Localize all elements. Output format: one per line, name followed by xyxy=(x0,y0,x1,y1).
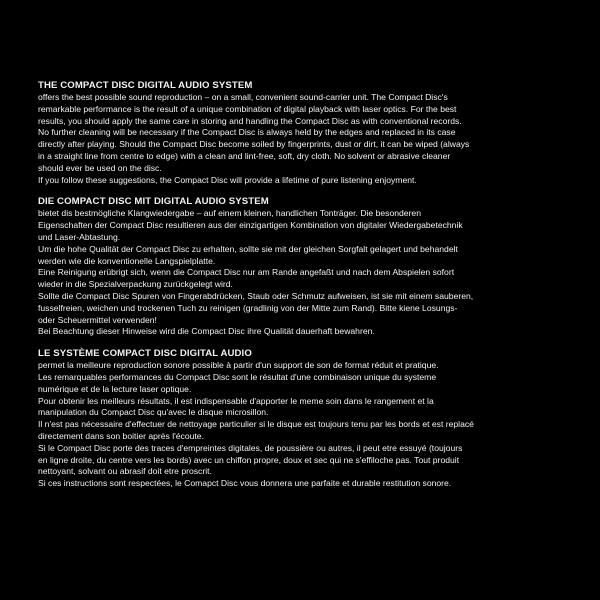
text-line: bietet dis bestmögliche Klangwiedergabe – auf einem kleinen, handlichen Tonträger. Die besonderen xyxy=(38,208,421,219)
text-line: Si le Compact Disc porte des traces d'empreintes digitales, de poussière ou autres, il peut etre essuyé (toujours xyxy=(38,442,463,453)
section-heading: LE SYSTÈME COMPACT DISC DIGITAL AUDIO xyxy=(38,348,252,360)
text-line: en ligne droite, du centre vers les bords) avec un chiffon propre, doux et sec qui ne s'effiloche pas. Tout produit xyxy=(38,454,460,465)
text-line: should ever be used on the disc. xyxy=(38,162,162,173)
text-line: If you follow these suggestions, the Compact Disc will provide a lifetime of pure listening enjoyment. xyxy=(38,174,417,185)
text-line: directly after playing. Should the Compact Disc become soiled by fingerprints, dust or dirt, it can be wiped (always xyxy=(38,139,470,150)
text-line: directement dans son boitier après l'écoute. xyxy=(38,430,204,441)
text-line: Eigenschaften der Compact Disc resultieren aus der einzigartigen Kombination von digitaler Wiedergabetechnik xyxy=(38,220,463,231)
section-german xyxy=(38,196,568,338)
text-line: und Laser-Abtastung. xyxy=(38,231,121,242)
text-line: werden wie die konventionelle Langspielplatte. xyxy=(38,255,216,266)
text-line: Eine Reinigung erübrigt sich, wenn die Compact Disc nur am Rande angefaßt und nach dem Abspielen sofort xyxy=(38,267,455,278)
text-line: Si ces instructions sont respectées, le Comapct Disc vous donnera une parfaite et durable restitution sonore. xyxy=(38,478,452,489)
text-line: Il n'est pas nécessaire d'effectuer de nettoyage particulier si le disque est toujours tenu par les bords et est replacé xyxy=(38,419,474,430)
section-english xyxy=(38,80,568,186)
section-heading: THE COMPACT DISC DIGITAL AUDIO SYSTEM xyxy=(38,80,253,91)
text-line: offers the best possible sound reproduction – on a small, convenient sound-carrier unit. The Compact Disc's xyxy=(38,92,448,102)
text-line: nettoyant, solvant ou abrasif doit etre proscrit. xyxy=(38,466,212,477)
section-heading: DIE COMPACT DISC MIT DIGITAL AUDIO SYSTEM xyxy=(38,196,269,208)
text-line: Sollte die Compact Disc Spuren von Fingerabdrücken, Staub oder Schmutz aufweisen, ist sie mit einem sauberen, xyxy=(38,290,474,301)
section-french xyxy=(38,348,568,490)
text-line: No further cleaning will be necessary if the Compact Disc is always held by the edges and replaced in its case xyxy=(38,127,456,138)
text-line: wieder in die Spezialverpackung zurückgelegt wird. xyxy=(38,279,233,290)
text-line: Les remarquables performances du Compact Disc sont le résultat d'une combinaison unique du systeme xyxy=(38,371,437,382)
text-line: oder Scheuermittel verwenden! xyxy=(38,314,157,325)
text-line: permet la meilleure reproduction sonore possible à partir d'un support de son de format réduit et pratique. xyxy=(38,360,439,371)
text-line: remarkable performance is the result of a unique combination of digital playback with laser optics. For the best xyxy=(38,103,457,114)
text-line: Bei Beachtung dieser Hinweise wird die Compact Disc ihre Qualität dauerhaft bewahren. xyxy=(38,326,375,337)
text-line: Pour obtenir les meilleurs résultats, il est indispensable d'apporter le meme soin dans le rangement et la xyxy=(38,395,434,406)
text-line: numérique et de la lecture laser optique. xyxy=(38,383,192,394)
text-line: Um die hohe Qualität der Compact Disc zu erhalten, sollte sie mit der gleichen Sorgfalt gelagert und behandelt xyxy=(38,243,458,254)
text-line: manipulation du Compact Disc qu'avec le disque microsillon. xyxy=(38,407,269,418)
liner-notes-page xyxy=(38,80,568,500)
text-line: in a straight line from centre to edge) with a clean and lint-free, soft, dry cloth. No solvent or abrasive cleaner xyxy=(38,150,451,161)
text-line: results, you should apply the same care in storing and handling the Compact Disc as with conventional records. xyxy=(38,115,462,126)
text-line: fusselfreien, weichen und trockenen Tuch zu reinigen (gradlinig von der Mitte zum Rand). Bitte kiene Losungs- xyxy=(38,302,458,313)
